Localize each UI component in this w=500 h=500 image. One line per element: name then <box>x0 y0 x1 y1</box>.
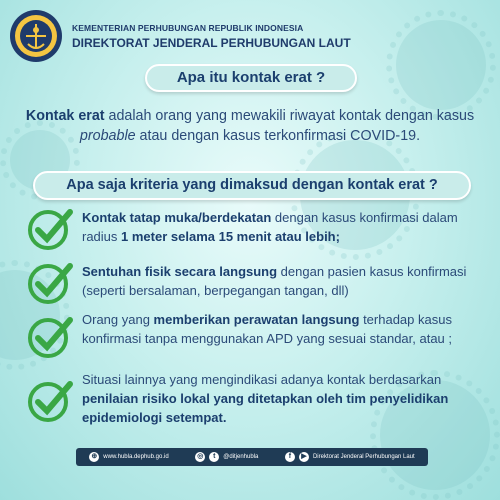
criteria-text <box>82 262 482 300</box>
check-icon <box>26 376 76 426</box>
youtube-icon: ▶ <box>299 452 309 462</box>
header <box>8 8 351 64</box>
footer-social[interactable] <box>195 452 258 462</box>
instagram-icon: ◎ <box>197 453 204 460</box>
criteria-text <box>82 370 482 427</box>
org-name-line1: KEMENTERIAN PERHUBUNGAN REPUBLIK INDONESIA <box>72 22 304 33</box>
criteria-bold: Sentuhan fisik secara langsung <box>82 264 278 279</box>
criteria-plain: Situasi lainnya yang mengindikasi adanya kontak berdasarkan <box>82 372 442 387</box>
intro-text: atau dengan kasus terkonfirmasi COVID-19. <box>135 128 421 144</box>
footer-bar <box>76 448 428 466</box>
criteria-text <box>82 208 482 246</box>
question-heading-2: Apa saja kriteria yang dimaksud dengan kontak erat ? <box>33 171 471 200</box>
check-icon <box>26 258 76 308</box>
virus-decoration <box>396 20 486 110</box>
criteria-plain: dengan kasus konfirmasi dalam radius <box>82 210 458 244</box>
intro-text: adalah orang yang mewakili riwayat kontak dengan kasus <box>104 108 475 124</box>
globe-icon: ⊕ <box>89 452 99 462</box>
check-icon <box>26 204 76 254</box>
social-handle-text: @ditjenhubla <box>223 454 259 460</box>
twitter-icon: t <box>209 452 219 462</box>
footer-facebook-youtube[interactable] <box>285 452 415 462</box>
criteria-bold: memberikan perawatan langsung <box>153 312 360 327</box>
question-heading-1: Apa itu kontak erat ? <box>145 64 357 92</box>
intro-paragraph <box>20 106 480 146</box>
criteria-bold: 1 meter selama 15 menit atau lebih; <box>121 229 340 244</box>
check-icon <box>26 312 76 362</box>
facebook-youtube-text: Direktorat Jenderal Perhubungan Laut <box>312 454 415 460</box>
criteria-bold: Kontak tatap muka/berdekatan <box>82 210 272 225</box>
ministry-logo-icon <box>8 8 64 64</box>
intro-italic: probable <box>79 128 136 144</box>
criteria-plain: Orang yang <box>82 312 154 327</box>
criteria-text <box>82 310 482 348</box>
criteria-bold: penilaian risiko lokal yang ditetapkan oleh tim penyelidikan epidemiologi setempat. <box>82 391 449 425</box>
criteria-plain: terhadap kasus konfirmasi tanpa menggunakan APD yang sesuai standar, atau ; <box>82 312 453 346</box>
facebook-icon: f <box>285 452 295 462</box>
criteria-plain: dengan pasien kasus konfirmasi (seperti bersalaman, berpegangan tangan, dll) <box>82 264 467 298</box>
intro-bold: Kontak erat <box>25 108 105 124</box>
footer-website[interactable] <box>89 452 168 462</box>
org-name-line2: DIREKTORAT JENDERAL PERHUBUNGAN LAUT <box>72 35 351 50</box>
website-text: www.hubla.dephub.go.id <box>103 454 169 460</box>
